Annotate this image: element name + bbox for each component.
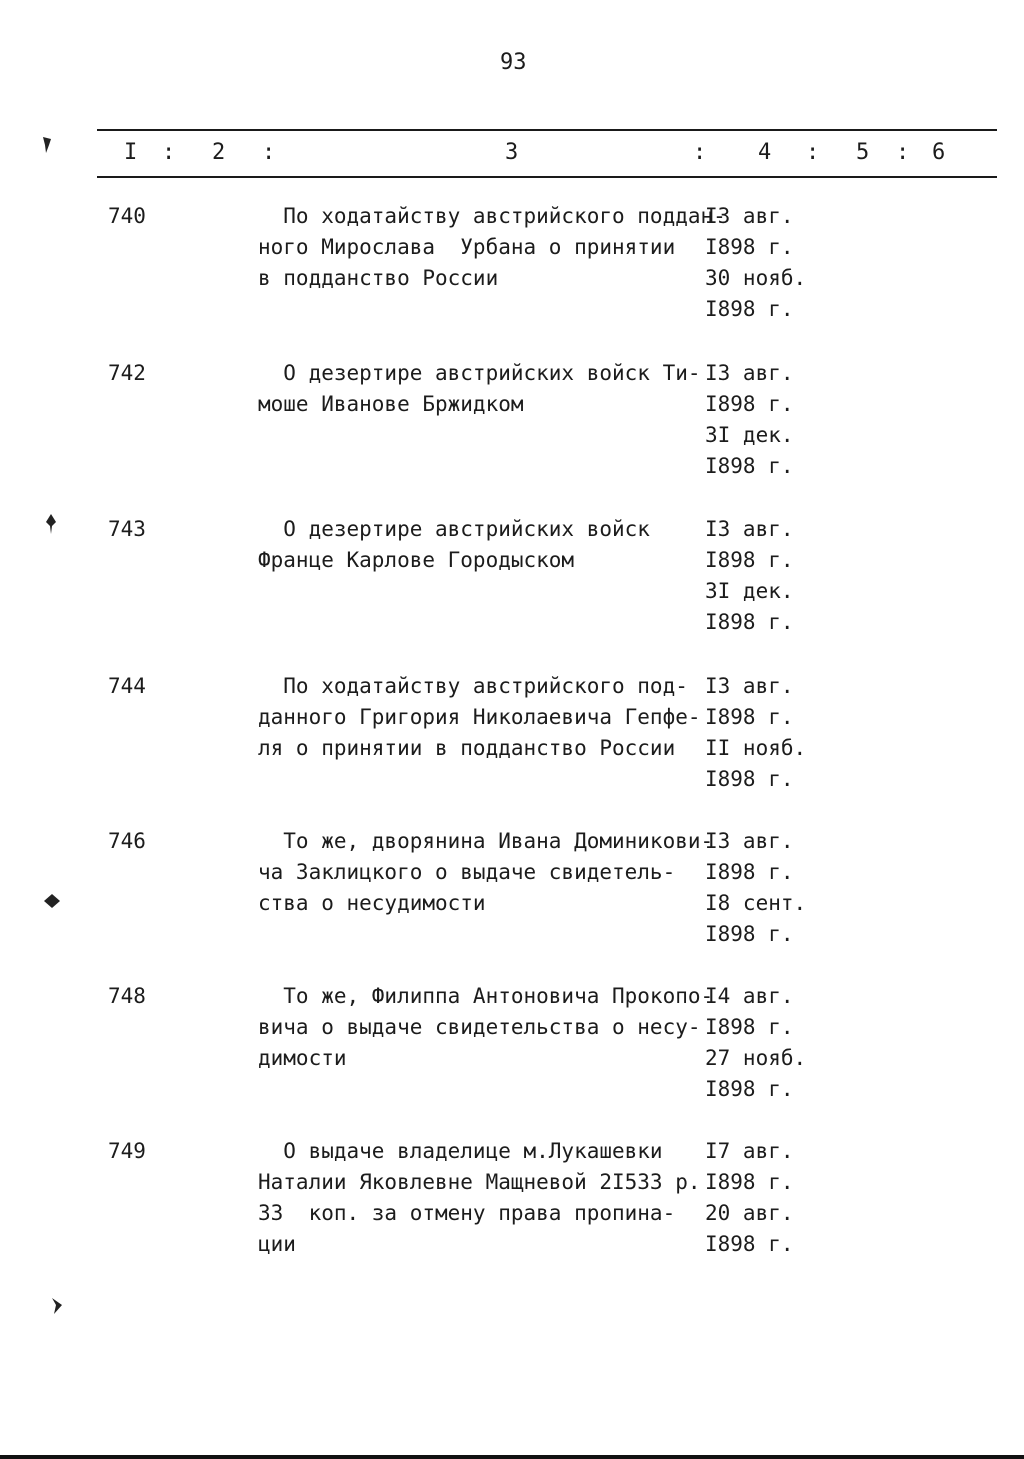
description-line: ства о несудимости (258, 891, 486, 915)
entry-dates (705, 826, 815, 950)
date-line: I898 г. (705, 454, 794, 478)
date-line: I898 г. (705, 610, 794, 634)
date-line: II нояб. (705, 736, 807, 760)
date-line: I898 г. (705, 767, 794, 791)
entry-dates (705, 1136, 815, 1260)
column-separator: : (896, 140, 910, 165)
date-line: I898 г. (705, 1015, 794, 1039)
column-header-2: 2 (212, 140, 226, 165)
entry-description (258, 201, 726, 294)
entry-description (258, 981, 714, 1074)
description-line: Наталии Яковлевне Мащневой 2I533 р. (258, 1170, 701, 1194)
date-line: I3 авг. (705, 361, 794, 385)
column-separator: : (162, 140, 176, 165)
date-line: 3I дек. (705, 579, 794, 603)
entry-number: 740 (108, 204, 146, 228)
date-line: I898 г. (705, 297, 794, 321)
date-line: I3 авг. (705, 517, 794, 541)
column-header-6: 6 (932, 140, 946, 165)
description-line: То же, дворянина Ивана Доминикови- (258, 829, 714, 853)
entry-dates (705, 201, 815, 325)
date-line: I898 г. (705, 1077, 794, 1101)
entry-number: 743 (108, 517, 146, 541)
page-bottom-edge (0, 1455, 1024, 1459)
binder-mark-icon (50, 1296, 64, 1316)
description-line: 33 коп. за отмену права пропина- (258, 1201, 676, 1225)
description-line: димости (258, 1046, 347, 1070)
description-line: Франце Карлове Городыском (258, 548, 575, 572)
description-line: в подданство России (258, 266, 499, 290)
date-line: I898 г. (705, 705, 794, 729)
description-line: О дезертире австрийских войск Ти- (258, 361, 701, 385)
description-line: ного Мирослава Урбана о принятии (258, 235, 676, 259)
date-line: I3 авг. (705, 204, 794, 228)
description-line: ля о принятии в подданство России (258, 736, 676, 760)
column-header-row (0, 140, 1024, 170)
entry-description (258, 514, 706, 576)
date-line: I898 г. (705, 922, 794, 946)
description-line: ции (258, 1232, 296, 1256)
entry-description (258, 358, 706, 420)
entry-number: 748 (108, 984, 146, 1008)
date-line: 30 нояб. (705, 266, 807, 290)
date-line: I4 авг. (705, 984, 794, 1008)
header-bottom-rule (97, 176, 997, 178)
date-line: I898 г. (705, 392, 794, 416)
description-line: моше Иванове Бржидком (258, 392, 524, 416)
column-separator: : (693, 140, 707, 165)
entry-number: 742 (108, 361, 146, 385)
date-line: I8 сент. (705, 891, 807, 915)
column-separator: : (262, 140, 276, 165)
entry-dates (705, 671, 815, 795)
date-line: 20 авг. (705, 1201, 794, 1225)
description-line: О дезертире австрийских войск (258, 517, 650, 541)
date-line: I898 г. (705, 235, 794, 259)
column-header-4: 4 (758, 140, 772, 165)
date-line: I898 г. (705, 1232, 794, 1256)
description-line: По ходатайству австрийского поддан- (258, 204, 726, 228)
column-header-5: 5 (856, 140, 870, 165)
date-line: 27 нояб. (705, 1046, 807, 1070)
date-line: I3 авг. (705, 674, 794, 698)
entry-dates (705, 514, 815, 638)
binder-mark-icon (40, 135, 54, 155)
entry-number: 746 (108, 829, 146, 853)
binder-mark-icon (42, 892, 62, 910)
page-number: 93 (500, 50, 527, 75)
entry-dates (705, 981, 815, 1105)
column-header-3: 3 (505, 140, 519, 165)
description-line: ча Заклицкого о выдаче свидетель- (258, 860, 676, 884)
date-line: I7 авг. (705, 1139, 794, 1163)
description-line: То же, Филиппа Антоновича Прокопо- (258, 984, 714, 1008)
entry-description (258, 671, 706, 764)
column-separator: : (806, 140, 820, 165)
description-line: О выдаче владелице м.Лукашевки (258, 1139, 663, 1163)
entry-number: 749 (108, 1139, 146, 1163)
entry-description (258, 1136, 706, 1260)
date-line: I898 г. (705, 548, 794, 572)
description-line: вича о выдаче свидетельства о несу- (258, 1015, 701, 1039)
column-header-1: I (124, 140, 138, 165)
description-line: По ходатайству австрийского под- (258, 674, 688, 698)
description-line: данного Григория Николаевича Гепфе- (258, 705, 701, 729)
header-top-rule (97, 129, 997, 131)
entry-description (258, 826, 714, 919)
date-line: I3 авг. (705, 829, 794, 853)
date-line: I898 г. (705, 860, 794, 884)
date-line: I898 г. (705, 1170, 794, 1194)
entry-dates (705, 358, 815, 482)
binder-mark-icon (44, 512, 58, 536)
date-line: 3I дек. (705, 423, 794, 447)
entry-number: 744 (108, 674, 146, 698)
